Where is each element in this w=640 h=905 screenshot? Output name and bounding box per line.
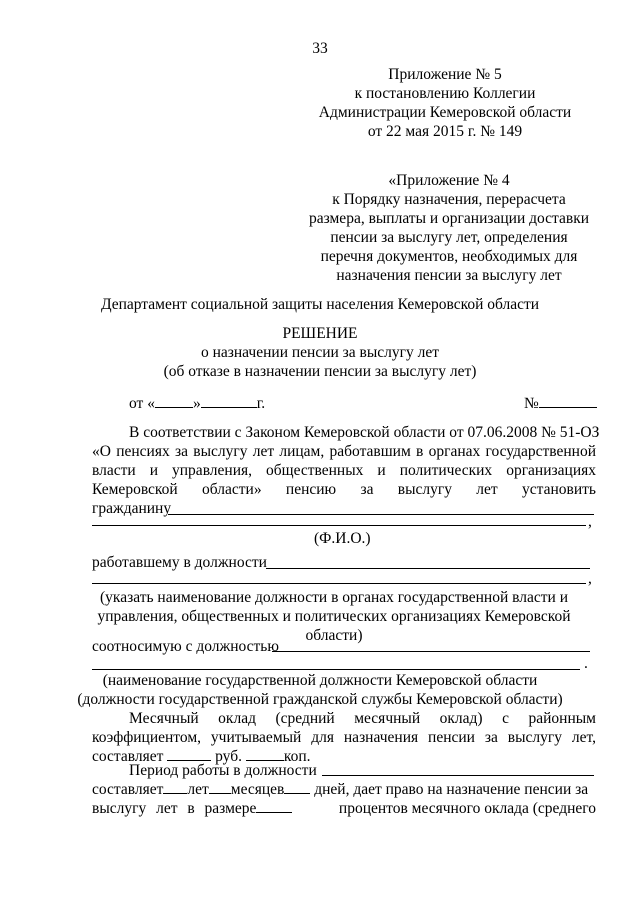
comma: , (588, 570, 592, 587)
correlated-line (272, 651, 590, 652)
date-prefix: от « (129, 395, 155, 412)
citizen-name-line-2 (92, 525, 586, 526)
appendix-4-line: размера, выплаты и организации доставки (308, 210, 590, 227)
years-label: лет (187, 781, 209, 798)
decision-number (524, 395, 597, 413)
rub-blank (167, 748, 211, 761)
position-hint: управления, общественных и политических организациях Кемеровской (97, 608, 571, 625)
work-period-label: Период работы в должности (129, 762, 317, 779)
period-prefix: составляет (92, 781, 164, 798)
salary-line: коэффициентом, учитываемый для назначения пенсии за выслугу лет, (92, 729, 596, 746)
period-rest: дней, дает право на назначение пенсии за (314, 781, 589, 798)
appendix-5-line: Приложение № 5 (388, 66, 502, 83)
department-name: Департамент социальной защиты населения Кемеровской области (100, 296, 540, 313)
citizen-label: гражданину (92, 500, 172, 517)
appendix-4-line: к Порядку назначения, перерасчета (332, 191, 566, 208)
percent-blank (256, 800, 292, 813)
months-blank (209, 781, 231, 794)
period-mark: . (584, 655, 588, 672)
citizen-name-line (168, 514, 594, 515)
paragraph-line: В соответствии с Законом Кемеровской области от 07.06.2008 № 51-ОЗ (129, 424, 600, 441)
appendix-5-line: к постановлению Коллегии (354, 85, 536, 102)
decision-subtitle: о назначении пенсии за выслугу лет (200, 344, 440, 361)
days-blank (284, 781, 310, 794)
salary-line: Месячный оклад (средний месячный оклад) с районным (129, 710, 596, 727)
months-label: месяцев (230, 781, 285, 798)
decision-title: РЕШЕНИЕ (282, 325, 358, 342)
worked-as-label: работавшему в должности (92, 554, 267, 571)
decision-subtitle-alt: (об отказе в назначении пенсии за выслугу лет) (163, 363, 477, 380)
last-line-prefix: выслугу лет в размере (92, 800, 257, 817)
decision-date (129, 395, 265, 413)
comma: , (588, 513, 592, 530)
paragraph-line: власти и управления, общественных и политических организациях (92, 462, 596, 479)
correlated-label: соотносимую с должностью (92, 638, 279, 655)
position-hint: (указать наименование должности в органах государственной власти и (100, 589, 568, 606)
kop-blank (246, 748, 284, 761)
salary-prefix: составляет (92, 748, 164, 765)
number-sign: № (524, 395, 539, 412)
date-mid: » (192, 395, 201, 412)
position-line-2 (92, 583, 586, 584)
years-blank (163, 781, 187, 794)
work-period-line (322, 775, 594, 776)
month-blank (201, 395, 257, 408)
work-period-details (92, 781, 588, 799)
kop-label: коп. (283, 748, 311, 765)
last-line (92, 800, 596, 818)
number-blank (539, 395, 597, 408)
position-hint: области) (305, 627, 363, 644)
appendix-4-line: пенсии за выслугу лет, определения (330, 229, 568, 246)
rub-label: руб. (215, 748, 242, 765)
fio-hint: (Ф.И.О.) (314, 530, 371, 547)
paragraph-line: «О пенсиях за выслугу лет лицам, работавшим в органах государственной (92, 443, 596, 460)
appendix-4-line: назначения пенсии за выслугу лет (336, 267, 562, 284)
last-line-rest: процентов месячного оклада (среднего (338, 800, 596, 817)
appendix-5-line: Администрации Кемеровской области (318, 104, 572, 121)
state-position-hint: (должности государственной гражданской службы Кемеровской области) (77, 691, 563, 708)
position-line (266, 568, 590, 569)
appendix-5-line: от 22 мая 2015 г. № 149 (367, 123, 523, 140)
appendix-4-line: «Приложение № 4 (388, 172, 510, 189)
state-position-hint: (наименование государственной должности Кемеровской области (102, 672, 538, 689)
day-blank (155, 395, 193, 408)
appendix-4-line: перечня документов, необходимых для (320, 248, 578, 265)
correlated-line-2 (92, 669, 580, 670)
page-number: 33 (312, 40, 328, 57)
paragraph-line: Кемеровской области» пенсию за выслугу лет установить (92, 481, 596, 498)
date-year-suffix: г. (256, 395, 266, 412)
